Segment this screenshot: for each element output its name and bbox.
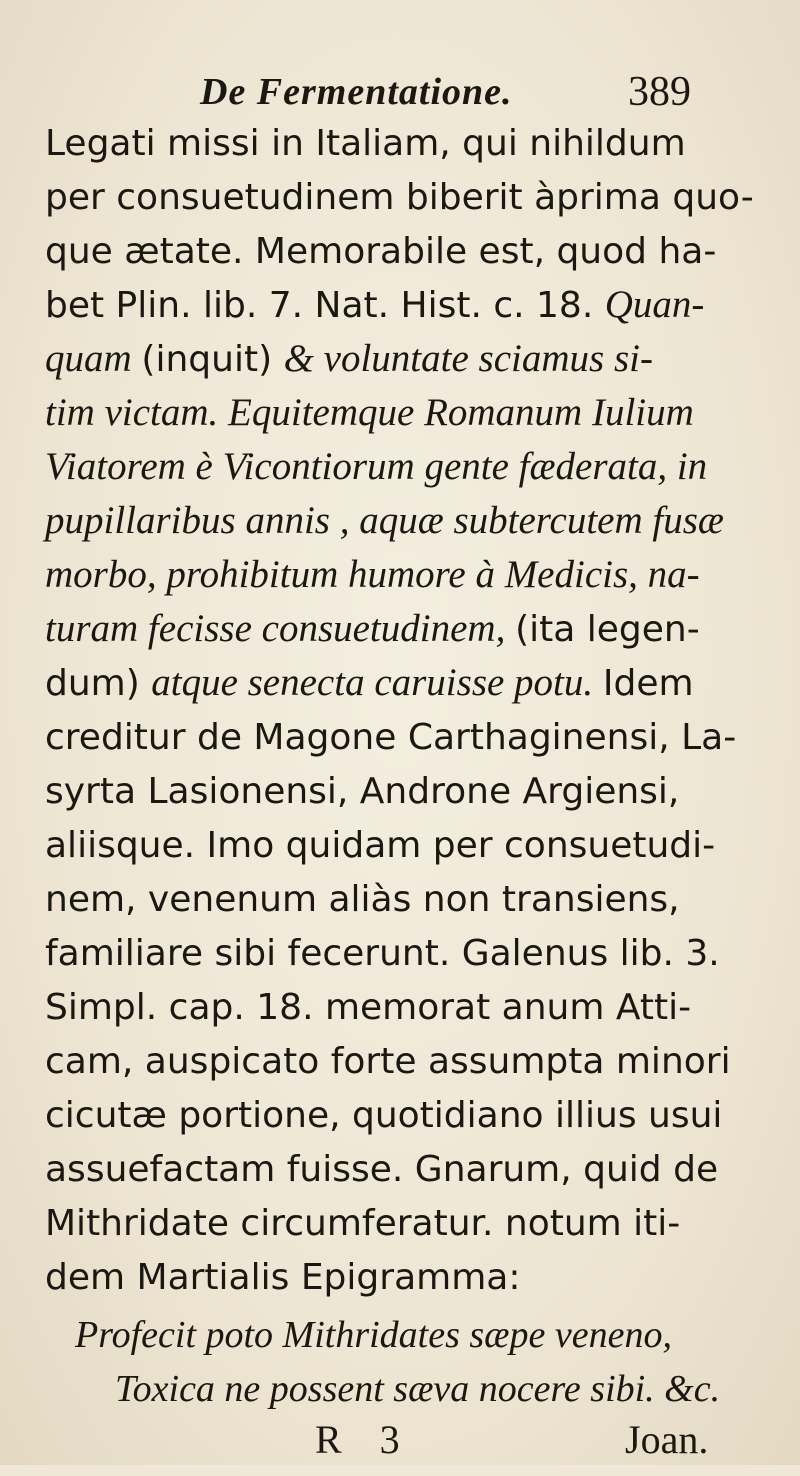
catchword: Joan. xyxy=(625,1417,709,1462)
italic-run: Viatorem è Vicontiorum gente fæderata, in xyxy=(45,445,708,488)
running-title: De Fermentatione. xyxy=(200,71,513,113)
text-line xyxy=(45,818,775,872)
verse-line: Profecit poto Mithridates sæpe veneno, xyxy=(75,1314,672,1356)
page-number: 389 xyxy=(628,69,691,115)
text-line xyxy=(45,872,775,926)
text-line xyxy=(45,332,775,386)
text-line xyxy=(45,1142,775,1196)
page-footer xyxy=(0,1416,800,1476)
italic-run: quam xyxy=(45,337,142,380)
roman-run: creditur de Magone Carthaginensi, La- xyxy=(45,717,737,758)
epigram-verse xyxy=(75,1308,775,1416)
roman-run: dum) xyxy=(45,663,152,704)
italic-run: turam fecisse consuetudinem, xyxy=(45,607,516,650)
italic-run: & voluntate sciamus si- xyxy=(283,337,653,380)
roman-run: per consuetudinem biberit àprima quo- xyxy=(45,177,754,218)
roman-run: assuefactam fuisse. Gnarum, quid de xyxy=(45,1149,719,1190)
text-line xyxy=(45,926,775,980)
roman-run: Legati missi in Italiam, qui nihildum xyxy=(45,123,686,164)
italic-run: tim victam. Equitemque Romanum Iulium xyxy=(45,391,694,434)
text-line xyxy=(45,1034,775,1088)
text-line xyxy=(45,1196,775,1250)
italic-run: Quan- xyxy=(604,283,705,326)
text-line xyxy=(45,980,775,1034)
roman-run: cicutæ portione, quotidiano illius usui xyxy=(45,1095,723,1136)
text-line xyxy=(45,602,775,656)
roman-run: Idem xyxy=(602,663,694,704)
text-line xyxy=(45,764,775,818)
text-line xyxy=(45,170,775,224)
roman-run: familiare sibi fecerunt. Galenus lib. 3. xyxy=(45,933,720,974)
text-line xyxy=(45,656,775,710)
verse-line: Toxica ne possent sæva nocere sibi. &c. xyxy=(115,1368,721,1410)
roman-run: syrta Lasionensi, Androne Argiensi, xyxy=(45,771,680,812)
roman-run: nem, venenum aliàs non transiens, xyxy=(45,879,680,920)
text-line xyxy=(45,710,775,764)
text-line xyxy=(45,1250,775,1304)
text-line xyxy=(45,1088,775,1142)
roman-run: aliisque. Imo quidam per consuetudi- xyxy=(45,825,716,866)
roman-run: (inquit) xyxy=(141,339,284,380)
text-line xyxy=(45,548,775,602)
italic-run: pupillaribus annis , aquæ subtercutem fusæ xyxy=(45,499,724,542)
italic-run: morbo, prohibitum humore à Medicis, na- xyxy=(45,553,700,596)
text-line xyxy=(45,116,775,170)
roman-run: Simpl. cap. 18. memorat anum Atti- xyxy=(45,987,692,1028)
text-line xyxy=(45,440,775,494)
text-line xyxy=(45,224,775,278)
roman-run: Mithridate circumferatur. notum iti- xyxy=(45,1203,681,1244)
text-line xyxy=(45,386,775,440)
roman-run: que ætate. Memorabile est, quod ha- xyxy=(45,231,717,272)
roman-run: cam, auspicato forte assumpta minori xyxy=(45,1041,731,1082)
italic-run: atque senecta caruisse potu. xyxy=(151,661,603,704)
roman-run: dem Martialis Epigramma: xyxy=(45,1257,521,1298)
body-text xyxy=(45,116,775,1304)
signature-mark: R 3 xyxy=(315,1417,414,1462)
roman-run: (ita legen- xyxy=(515,609,700,650)
text-line xyxy=(45,278,775,332)
text-line xyxy=(45,494,775,548)
roman-run: bet Plin. lib. 7. Nat. Hist. c. 18. xyxy=(45,285,605,326)
